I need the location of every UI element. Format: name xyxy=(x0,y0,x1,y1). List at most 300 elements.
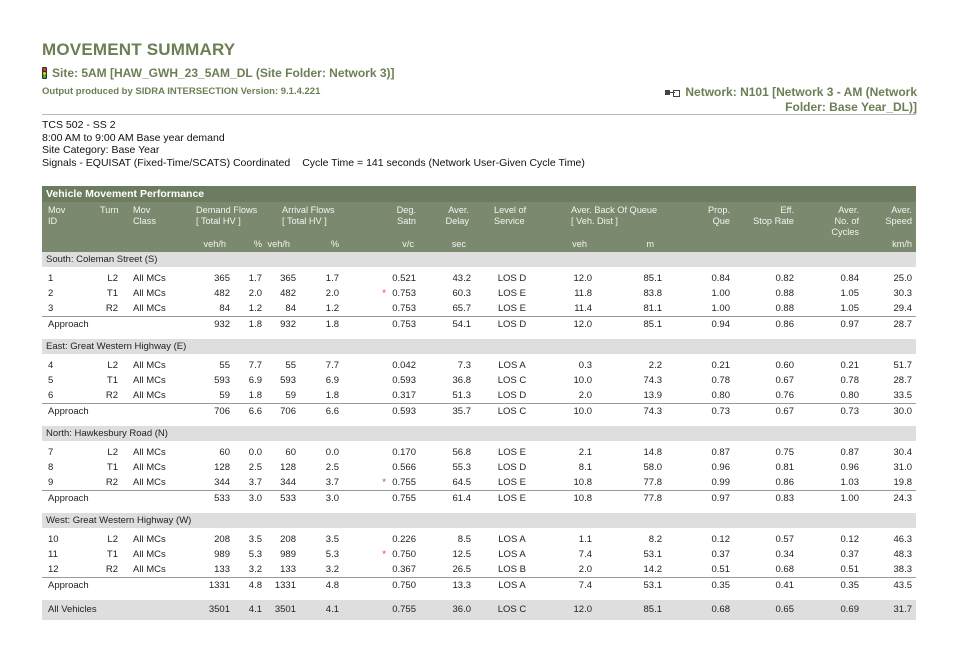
header-aver-speed: Aver. Speed xyxy=(885,205,912,226)
table-row xyxy=(42,388,916,403)
eff-stop-rate: 0.34 xyxy=(775,549,794,560)
approach-value: 3.0 xyxy=(325,493,339,504)
prop-que: 1.00 xyxy=(711,288,730,299)
page-title: MOVEMENT SUMMARY xyxy=(42,40,236,59)
aver-cycles: 0.78 xyxy=(840,375,859,386)
deg-satn: 0.566 xyxy=(392,462,416,473)
unit-label: veh xyxy=(572,239,587,249)
approach-value: 61.4 xyxy=(452,493,471,504)
queue-dist: 81.1 xyxy=(643,303,662,314)
table-row xyxy=(42,286,916,301)
aver-speed: 30.3 xyxy=(893,288,912,299)
table-row xyxy=(42,445,916,460)
unit-label: m xyxy=(646,239,654,249)
approach-value: 4.8 xyxy=(248,580,262,591)
demand-total: 60 xyxy=(219,447,230,458)
prop-que: 0.12 xyxy=(711,534,730,545)
approach-label: Approach xyxy=(48,493,89,504)
mov-class: All MCs xyxy=(133,447,166,458)
approach-value: 0.41 xyxy=(775,580,794,591)
all-vehicles-value: 0.65 xyxy=(775,604,794,615)
turn: L2 xyxy=(107,447,118,458)
level-of-service: LOS E xyxy=(498,447,526,458)
all-vehicles-label: All Vehicles xyxy=(48,604,97,615)
approach-value: 932 xyxy=(214,319,230,330)
queue-dist: 77.8 xyxy=(643,477,662,488)
approach-value: 0.73 xyxy=(840,406,859,417)
prop-que: 0.99 xyxy=(711,477,730,488)
demand-total: 208 xyxy=(214,534,230,545)
turn: R2 xyxy=(105,564,118,575)
table-row xyxy=(42,562,916,577)
eff-stop-rate: 0.76 xyxy=(775,390,794,401)
info-line: Site Category: Base Year xyxy=(42,144,160,156)
network-line-1: Network: N101 [Network 3 - AM (Network xyxy=(685,85,917,99)
all-vehicles-value: 12.0 xyxy=(573,604,592,615)
all-vehicles-value: 0.68 xyxy=(711,604,730,615)
approach-value: 0.97 xyxy=(711,493,730,504)
site-title xyxy=(42,66,395,80)
demand-hv: 1.7 xyxy=(248,273,262,284)
approach-value: 10.8 xyxy=(573,493,592,504)
arrival-hv: 3.7 xyxy=(325,477,339,488)
arrival-total: 482 xyxy=(280,288,296,299)
aver-speed: 38.3 xyxy=(893,564,912,575)
header-back-of-queue: Aver. Back Of Queue [ Veh. Dist ] xyxy=(571,205,658,226)
prop-que: 0.84 xyxy=(711,273,730,284)
level-of-service: LOS E xyxy=(498,303,526,314)
level-of-service: LOS D xyxy=(497,273,527,284)
arrival-hv: 2.0 xyxy=(325,288,339,299)
arrival-total: 989 xyxy=(280,549,296,560)
approach-value: 13.3 xyxy=(452,580,471,591)
arrival-hv: 5.3 xyxy=(325,549,339,560)
approach-value: 7.4 xyxy=(578,580,592,591)
table-body xyxy=(42,252,916,620)
eff-stop-rate: 0.81 xyxy=(775,462,794,473)
queue-dist: 83.8 xyxy=(643,288,662,299)
demand-hv: 3.7 xyxy=(248,477,262,488)
critical-marker: * xyxy=(382,288,386,299)
approach-value: 6.6 xyxy=(325,406,339,417)
output-version: Output produced by SIDRA INTERSECTION Version: 9.1.4.221 xyxy=(42,86,321,97)
aver-speed: 28.7 xyxy=(893,375,912,386)
approach-value: 0.753 xyxy=(392,319,416,330)
movement-performance-table xyxy=(42,186,916,620)
level-of-service: LOS D xyxy=(497,390,527,401)
demand-total: 59 xyxy=(219,390,230,401)
approach-value: 10.0 xyxy=(573,406,592,417)
unit-label: veh/h xyxy=(203,239,226,249)
demand-total: 128 xyxy=(214,462,230,473)
mov-id: 7 xyxy=(48,447,54,458)
arrival-hv: 1.7 xyxy=(325,273,339,284)
approach-value: 932 xyxy=(280,319,296,330)
mov-class: All MCs xyxy=(133,477,166,488)
aver-speed: 30.4 xyxy=(893,447,912,458)
level-of-service: LOS A xyxy=(498,360,526,371)
eff-stop-rate: 0.75 xyxy=(775,447,794,458)
arrival-total: 593 xyxy=(280,375,296,386)
approach-value: 74.3 xyxy=(643,406,662,417)
approach-value: 1331 xyxy=(274,580,296,591)
demand-total: 593 xyxy=(214,375,230,386)
turn: R2 xyxy=(105,390,118,401)
approach-value: 85.1 xyxy=(643,319,662,330)
turn: R2 xyxy=(105,477,118,488)
approach-section-header: West: Great Western Highway (W) xyxy=(42,513,916,528)
prop-que: 0.78 xyxy=(711,375,730,386)
approach-value: 24.3 xyxy=(893,493,912,504)
all-vehicles-value: 0.69 xyxy=(840,604,859,615)
approach-value: 1.8 xyxy=(248,319,262,330)
table-header xyxy=(42,202,916,252)
approach-value: 0.35 xyxy=(840,580,859,591)
queue-dist: 85.1 xyxy=(643,273,662,284)
header-eff-stop-rate: Eff. Stop Rate xyxy=(753,205,794,226)
prop-que: 0.37 xyxy=(711,549,730,560)
table-row xyxy=(42,271,916,286)
approach-value: 0.86 xyxy=(775,319,794,330)
aver-delay: 7.3 xyxy=(457,360,471,371)
approach-section-header: East: Great Western Highway (E) xyxy=(42,339,916,354)
queue-veh: 10.8 xyxy=(573,477,592,488)
queue-dist: 2.2 xyxy=(648,360,662,371)
arrival-hv: 0.0 xyxy=(325,447,339,458)
approach-row xyxy=(42,490,916,506)
deg-satn: 0.753 xyxy=(392,303,416,314)
divider xyxy=(42,114,916,115)
mov-id: 4 xyxy=(48,360,54,371)
approach-value: 1331 xyxy=(208,580,230,591)
header-arrival-flows: Arrival Flows [ Total HV ] xyxy=(282,205,335,226)
all-vehicles-value: 4.1 xyxy=(325,604,339,615)
aver-cycles: 0.84 xyxy=(840,273,859,284)
mov-id: 8 xyxy=(48,462,54,473)
queue-dist: 8.2 xyxy=(648,534,662,545)
aver-speed: 48.3 xyxy=(893,549,912,560)
table-row xyxy=(42,301,916,316)
approach-value: LOS A xyxy=(498,580,526,591)
approach-value: 12.0 xyxy=(573,319,592,330)
header-turn: Turn xyxy=(100,205,119,215)
approach-value: 43.5 xyxy=(893,580,912,591)
approach-value: 0.83 xyxy=(775,493,794,504)
demand-total: 365 xyxy=(214,273,230,284)
level-of-service: LOS E xyxy=(498,477,526,488)
demand-hv: 7.7 xyxy=(248,360,262,371)
mov-id: 11 xyxy=(48,549,58,560)
all-vehicles-value: 3501 xyxy=(274,604,296,615)
turn: T1 xyxy=(106,375,118,386)
approach-row xyxy=(42,403,916,419)
queue-veh: 10.0 xyxy=(573,375,592,386)
all-vehicles-value: 85.1 xyxy=(643,604,662,615)
mov-id: 9 xyxy=(48,477,54,488)
deg-satn: 0.226 xyxy=(392,534,416,545)
approach-value: LOS C xyxy=(497,406,527,417)
approach-section-header: South: Coleman Street (S) xyxy=(42,252,916,267)
deg-satn: 0.755 xyxy=(392,477,416,488)
approach-value: 1.8 xyxy=(325,319,339,330)
all-vehicles-value: 3501 xyxy=(208,604,230,615)
all-vehicles-row xyxy=(42,600,916,620)
aver-cycles: 0.96 xyxy=(840,462,859,473)
queue-veh: 8.1 xyxy=(578,462,592,473)
deg-satn: 0.367 xyxy=(392,564,416,575)
aver-delay: 56.8 xyxy=(452,447,471,458)
eff-stop-rate: 0.86 xyxy=(775,477,794,488)
table-row xyxy=(42,475,916,490)
turn: L2 xyxy=(107,360,118,371)
arrival-total: 59 xyxy=(285,390,296,401)
deg-satn: 0.521 xyxy=(392,273,416,284)
arrival-hv: 1.8 xyxy=(325,390,339,401)
mov-id: 6 xyxy=(48,390,54,401)
aver-speed: 19.8 xyxy=(893,477,912,488)
demand-hv: 1.8 xyxy=(248,390,262,401)
arrival-hv: 6.9 xyxy=(325,375,339,386)
info-line: TCS 502 - SS 2 xyxy=(42,119,116,131)
eff-stop-rate: 0.82 xyxy=(775,273,794,284)
level-of-service: LOS B xyxy=(498,564,526,575)
queue-dist: 13.9 xyxy=(643,390,662,401)
header-mov-id: Mov ID xyxy=(48,205,66,226)
aver-cycles: 0.21 xyxy=(840,360,859,371)
aver-speed: 33.5 xyxy=(893,390,912,401)
queue-dist: 14.8 xyxy=(643,447,662,458)
arrival-total: 60 xyxy=(285,447,296,458)
demand-total: 133 xyxy=(214,564,230,575)
level-of-service: LOS A xyxy=(498,534,526,545)
mov-class: All MCs xyxy=(133,462,166,473)
demand-total: 482 xyxy=(214,288,230,299)
arrival-total: 84 xyxy=(285,303,296,314)
aver-delay: 8.5 xyxy=(457,534,471,545)
arrival-total: 365 xyxy=(280,273,296,284)
demand-hv: 5.3 xyxy=(248,549,262,560)
aver-delay: 65.7 xyxy=(452,303,471,314)
demand-total: 55 xyxy=(219,360,230,371)
prop-que: 0.96 xyxy=(711,462,730,473)
aver-delay: 26.5 xyxy=(452,564,471,575)
all-vehicles-value: 0.755 xyxy=(392,604,416,615)
aver-cycles: 0.37 xyxy=(840,549,859,560)
approach-value: 77.8 xyxy=(643,493,662,504)
unit-label: km/h xyxy=(892,239,912,249)
mov-id: 12 xyxy=(48,564,59,575)
mov-id: 2 xyxy=(48,288,54,299)
aver-cycles: 0.87 xyxy=(840,447,859,458)
aver-speed: 46.3 xyxy=(893,534,912,545)
approach-value: 28.7 xyxy=(893,319,912,330)
approach-value: 1.00 xyxy=(840,493,859,504)
level-of-service: LOS C xyxy=(497,375,527,386)
arrival-total: 208 xyxy=(280,534,296,545)
level-of-service: LOS D xyxy=(497,462,527,473)
queue-dist: 74.3 xyxy=(643,375,662,386)
approach-value: 0.94 xyxy=(711,319,730,330)
arrival-total: 133 xyxy=(280,564,296,575)
aver-cycles: 0.51 xyxy=(840,564,859,575)
queue-veh: 11.4 xyxy=(574,303,592,314)
deg-satn: 0.753 xyxy=(392,288,416,299)
arrival-total: 128 xyxy=(280,462,296,473)
approach-value: 0.97 xyxy=(840,319,859,330)
table-row xyxy=(42,373,916,388)
approach-value: 54.1 xyxy=(452,319,471,330)
unit-label: veh/h xyxy=(267,239,290,249)
queue-veh: 2.1 xyxy=(578,447,592,458)
deg-satn: 0.593 xyxy=(392,375,416,386)
demand-total: 344 xyxy=(214,477,230,488)
header-deg-satn: Deg. Satn xyxy=(396,205,416,226)
critical-marker: * xyxy=(382,549,386,560)
demand-total: 84 xyxy=(219,303,230,314)
all-vehicles-value: 31.7 xyxy=(893,604,912,615)
deg-satn: 0.170 xyxy=(392,447,416,458)
approach-value: 30.0 xyxy=(893,406,912,417)
mov-class: All MCs xyxy=(133,303,166,314)
mov-id: 3 xyxy=(48,303,54,314)
aver-speed: 51.7 xyxy=(893,360,912,371)
approach-value: 0.750 xyxy=(392,580,416,591)
network-title xyxy=(617,85,917,115)
mov-class: All MCs xyxy=(133,375,166,386)
approach-value: 0.73 xyxy=(711,406,730,417)
network-line-2: Folder: Base Year_DL)] xyxy=(785,100,917,114)
eff-stop-rate: 0.88 xyxy=(775,303,794,314)
aver-delay: 43.2 xyxy=(452,273,471,284)
aver-cycles: 0.80 xyxy=(840,390,859,401)
aver-cycles: 1.03 xyxy=(840,477,859,488)
turn: T1 xyxy=(106,549,118,560)
header-prop-que: Prop. Que xyxy=(708,205,730,226)
table-row xyxy=(42,460,916,475)
unit-label: % xyxy=(253,239,262,249)
mov-id: 10 xyxy=(48,534,59,545)
eff-stop-rate: 0.57 xyxy=(775,534,794,545)
eff-stop-rate: 0.88 xyxy=(775,288,794,299)
arrival-hv: 3.5 xyxy=(325,534,339,545)
eff-stop-rate: 0.60 xyxy=(775,360,794,371)
approach-value: 533 xyxy=(280,493,296,504)
aver-delay: 51.3 xyxy=(452,390,471,401)
mov-class: All MCs xyxy=(133,549,166,560)
prop-que: 0.51 xyxy=(711,564,730,575)
arrival-hv: 7.7 xyxy=(325,360,339,371)
deg-satn: 0.042 xyxy=(392,360,416,371)
approach-label: Approach xyxy=(48,319,89,330)
header-demand-flows: Demand Flows [ Total HV ] xyxy=(196,205,258,226)
approach-value: 53.1 xyxy=(643,580,662,591)
aver-cycles: 1.05 xyxy=(840,288,859,299)
queue-veh: 11.8 xyxy=(574,288,592,299)
critical-marker: * xyxy=(382,477,386,488)
table-row xyxy=(42,547,916,562)
demand-hv: 6.9 xyxy=(248,375,262,386)
mov-class: All MCs xyxy=(133,564,166,575)
unit-label: sec xyxy=(451,239,466,249)
mov-class: All MCs xyxy=(133,273,166,284)
demand-hv: 3.5 xyxy=(248,534,262,545)
queue-veh: 7.4 xyxy=(578,549,592,560)
queue-veh: 1.1 xyxy=(578,534,592,545)
mov-class: All MCs xyxy=(133,288,166,299)
prop-que: 1.00 xyxy=(711,303,730,314)
queue-dist: 14.2 xyxy=(643,564,662,575)
aver-delay: 60.3 xyxy=(452,288,471,299)
aver-speed: 25.0 xyxy=(893,273,912,284)
turn: T1 xyxy=(106,462,118,473)
approach-value: 3.0 xyxy=(248,493,262,504)
aver-delay: 64.5 xyxy=(452,477,471,488)
aver-speed: 29.4 xyxy=(893,303,912,314)
prop-que: 0.87 xyxy=(711,447,730,458)
approach-value: LOS D xyxy=(497,319,527,330)
demand-total: 989 xyxy=(214,549,230,560)
approach-value: 0.755 xyxy=(392,493,416,504)
signal-type: Signals - EQUISAT (Fixed-Time/SCATS) Coordinated xyxy=(42,156,291,169)
queue-veh: 2.0 xyxy=(578,390,592,401)
turn: T1 xyxy=(106,288,118,299)
turn: R2 xyxy=(105,303,118,314)
arrival-hv: 1.2 xyxy=(325,303,339,314)
header-aver-cycles: Aver. No. of Cycles xyxy=(831,205,859,237)
unit-label: v/c xyxy=(402,239,414,249)
site-label: Site: 5AM [HAW_GWH_23_5AM_DL (Site Folder: Network 3)] xyxy=(52,66,395,80)
arrival-hv: 3.2 xyxy=(325,564,339,575)
approach-value: 6.6 xyxy=(248,406,262,417)
approach-value: 35.7 xyxy=(452,406,471,417)
site-info xyxy=(42,119,585,169)
info-line: 8:00 AM to 9:00 AM Base year demand xyxy=(42,131,225,144)
deg-satn: 0.750 xyxy=(392,549,416,560)
table-row xyxy=(42,358,916,373)
approach-label: Approach xyxy=(48,580,89,591)
arrival-total: 344 xyxy=(280,477,296,488)
arrival-total: 55 xyxy=(285,360,296,371)
level-of-service: LOS E xyxy=(498,288,526,299)
queue-veh: 12.0 xyxy=(573,273,592,284)
aver-delay: 12.5 xyxy=(452,549,471,560)
all-vehicles-value: 36.0 xyxy=(452,604,471,615)
queue-veh: 2.0 xyxy=(578,564,592,575)
demand-hv: 2.0 xyxy=(248,288,262,299)
approach-row xyxy=(42,316,916,332)
queue-dist: 53.1 xyxy=(643,549,662,560)
queue-veh: 0.3 xyxy=(578,360,592,371)
approach-value: 4.8 xyxy=(325,580,339,591)
header-level-of-service: Level of Service xyxy=(494,205,527,226)
demand-hv: 2.5 xyxy=(248,462,262,473)
turn: L2 xyxy=(107,534,118,545)
approach-value: 0.593 xyxy=(392,406,416,417)
deg-satn: 0.317 xyxy=(392,390,416,401)
approach-value: 706 xyxy=(280,406,296,417)
demand-hv: 1.2 xyxy=(248,303,262,314)
prop-que: 0.80 xyxy=(711,390,730,401)
table-caption: Vehicle Movement Performance xyxy=(42,186,916,202)
demand-hv: 3.2 xyxy=(248,564,262,575)
mov-id: 1 xyxy=(48,273,54,284)
all-vehicles-value: LOS C xyxy=(497,604,527,615)
level-of-service: LOS A xyxy=(498,549,526,560)
prop-que: 0.21 xyxy=(711,360,730,371)
approach-section-header: North: Hawkesbury Road (N) xyxy=(42,426,916,441)
all-vehicles-value: 4.1 xyxy=(248,604,262,615)
aver-speed: 31.0 xyxy=(893,462,912,473)
